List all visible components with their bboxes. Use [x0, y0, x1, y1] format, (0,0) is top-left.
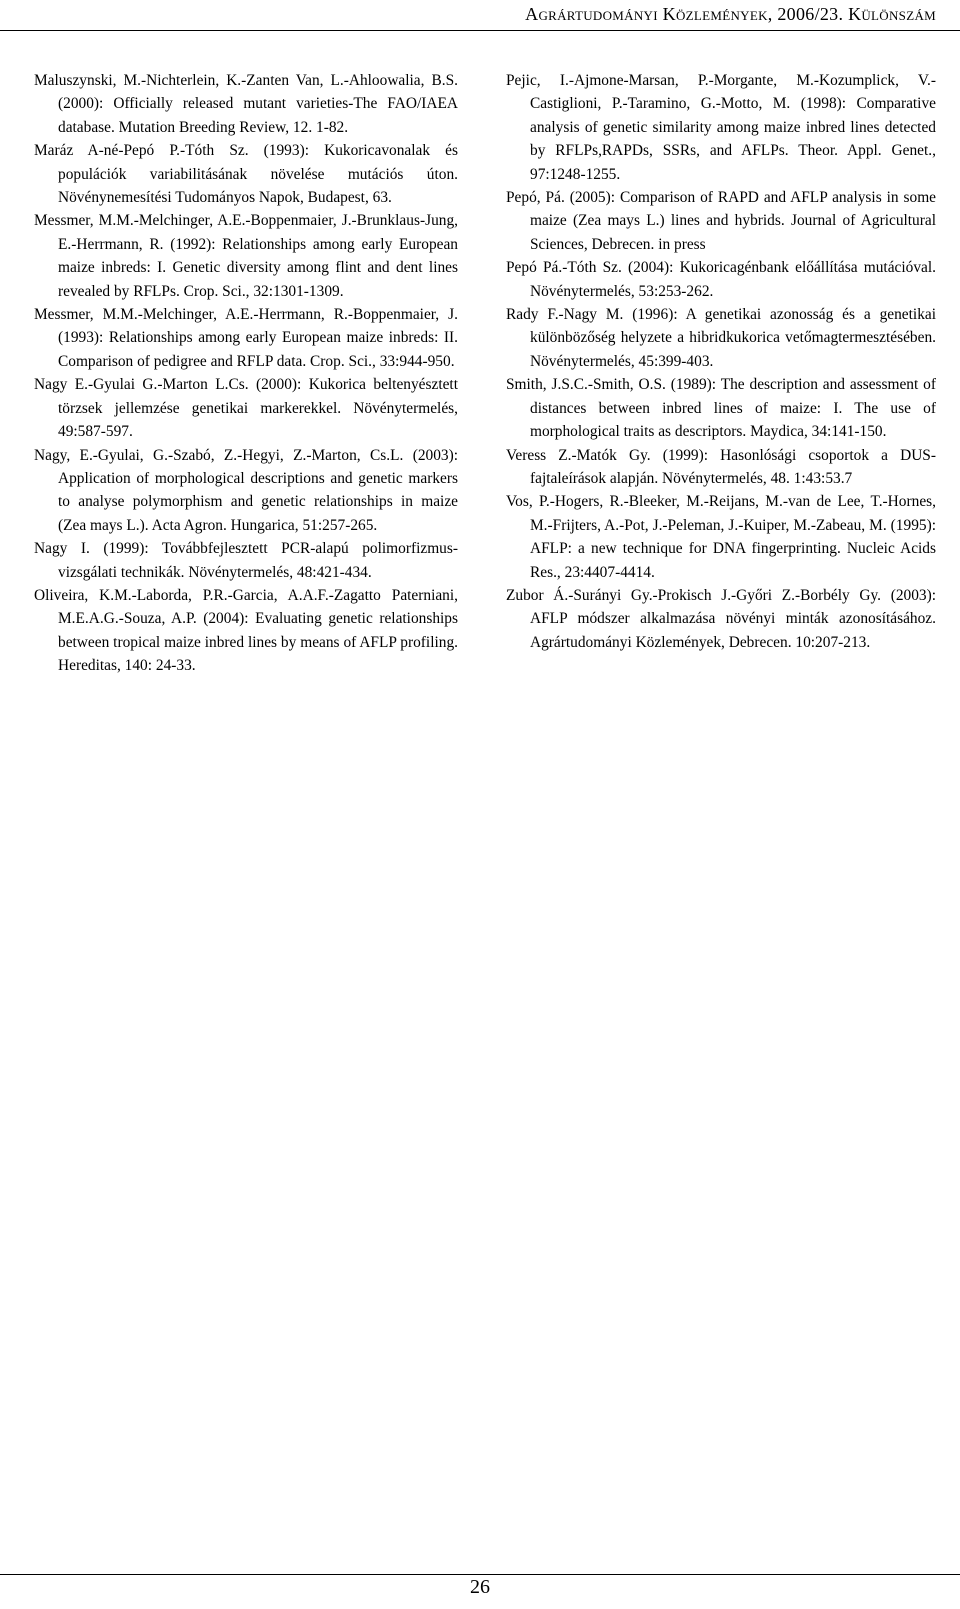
- reference-item: Maluszynski, M.-Nichterlein, K.-Zanten Van, L.-Ahloowalia, B.S. (2000): Officially released mutant varieties-The FAO/IAEA database. Mutation Breeding Review, 12. 1-82.: [34, 72, 458, 136]
- reference-item: Pejic, I.-Ajmone-Marsan, P.-Morgante, M.-Kozumplick, V.-Castiglioni, P.-Taramino, G.-Motto, M. (1998): Comparative analysis of genetic similarity among maize inbred lines detected by RFLPs,RAPDs, SSRs, and AFLPs. Theor. Appl. Genet., 97:1248-1255.: [506, 72, 936, 183]
- reference-column-left: [34, 69, 458, 678]
- reference-item: Nagy I. (1999): Továbbfejlesztett PCR-alapú polimorfizmus-vizsgálati technikák. Növénytermelés, 48:421-434.: [34, 540, 458, 581]
- header-rule: [0, 30, 960, 31]
- reference-item: Rady F.-Nagy M. (1996): A genetikai azonosság és a genetikai különbözőség helyzete a hibridkukorica vetőmagtermesztésében. Növénytermelés, 45:399-403.: [506, 306, 936, 370]
- reference-item: Nagy, E.-Gyulai, G.-Szabó, Z.-Hegyi, Z.-Marton, Cs.L. (2003): Application of morphological descriptions and genetic markers to analyse polymorphism and genetic relationships in maize (Zea mays L.). Acta Agron. Hungarica, 51:257-265.: [34, 446, 458, 534]
- reference-item: Oliveira, K.M.-Laborda, P.R.-Garcia, A.A.F.-Zagatto Paterniani, M.E.A.G.-Souza, A.P. (2004): Evaluating genetic relationships between tropical maize inbred lines by means of AFLP profiling. Hereditas, 140: 24-33.: [34, 586, 458, 675]
- journal-title: Agrártudományi Közlemények, 2006/23. Különszám: [525, 4, 936, 24]
- reference-item: Vos, P.-Hogers, R.-Bleeker, M.-Reijans, M.-van de Lee, T.-Hornes, M.-Frijters, A.-Pot, J.-Peleman, J.-Kuiper, M.-Zabeau, M. (1995): AFLP: a new technique for DNA fingerprinting. Nucleic Acids Res., 23:4407-4414.: [506, 493, 936, 581]
- footer-rule: [0, 1574, 960, 1575]
- reference-item: Pepó, Pá. (2005): Comparison of RAPD and AFLP analysis in some maize (Zea mays L.) lines and hybrids. Journal of Agricultural Sciences, Debrecen. in press: [506, 189, 936, 253]
- reference-item: Maráz A-né-Pepó P.-Tóth Sz. (1993): Kukoricavonalak és populációk variabilitásának növelése mutációs úton. Növénynemesítési Tudományos Napok, Budapest, 63.: [34, 142, 458, 207]
- running-header: [0, 0, 960, 36]
- reference-item: Pepó Pá.-Tóth Sz. (2004): Kukoricagénbank előállítása mutációval. Növénytermelés, 53:253-262.: [506, 259, 936, 300]
- reference-item: Nagy E.-Gyulai G.-Marton L.Cs. (2000): Kukorica beltenyésztett törzsek jellemzése genetikai markerekkel. Növénytermelés, 49:587-597.: [34, 376, 458, 441]
- page-footer: [0, 1568, 960, 1609]
- reference-item: Zubor Á.-Surányi Gy.-Prokisch J.-Győri Z.-Borbély Gy. (2003): AFLP módszer alkalmazása növényi minták azonosításához. Agrártudományi Közlemények, Debrecen. 10:207-213.: [506, 586, 936, 651]
- reference-item: Messmer, M.M.-Melchinger, A.E.-Herrmann, R.-Boppenmaier, J. (1993): Relationships among early European maize inbreds: II. Comparison of pedigree and RFLP data. Crop. Sci., 33:944-950.: [34, 306, 458, 370]
- reference-item: Smith, J.S.C.-Smith, O.S. (1989): The description and assessment of distances between inbred lines of maize: I. The use of morphological traits as descriptors. Maydica, 34:141-150.: [506, 376, 936, 441]
- reference-item: Messmer, M.M.-Melchinger, A.E.-Boppenmaier, J.-Brunklaus-Jung, E.-Herrmann, R. (1992): Relationships among early European maize inbreds: I. Genetic diversity among flint and dent lines revealed by RFLPs. Crop. Sci., 32:1301-1309.: [34, 212, 458, 300]
- reference-item: Veress Z.-Matók Gy. (1999): Hasonlósági csoportok a DUS-fajtaleírások alapján. Növénytermelés, 48. 1:43:53.7: [506, 446, 936, 487]
- reference-column-right: [506, 69, 936, 654]
- page-number: 26: [470, 1576, 490, 1598]
